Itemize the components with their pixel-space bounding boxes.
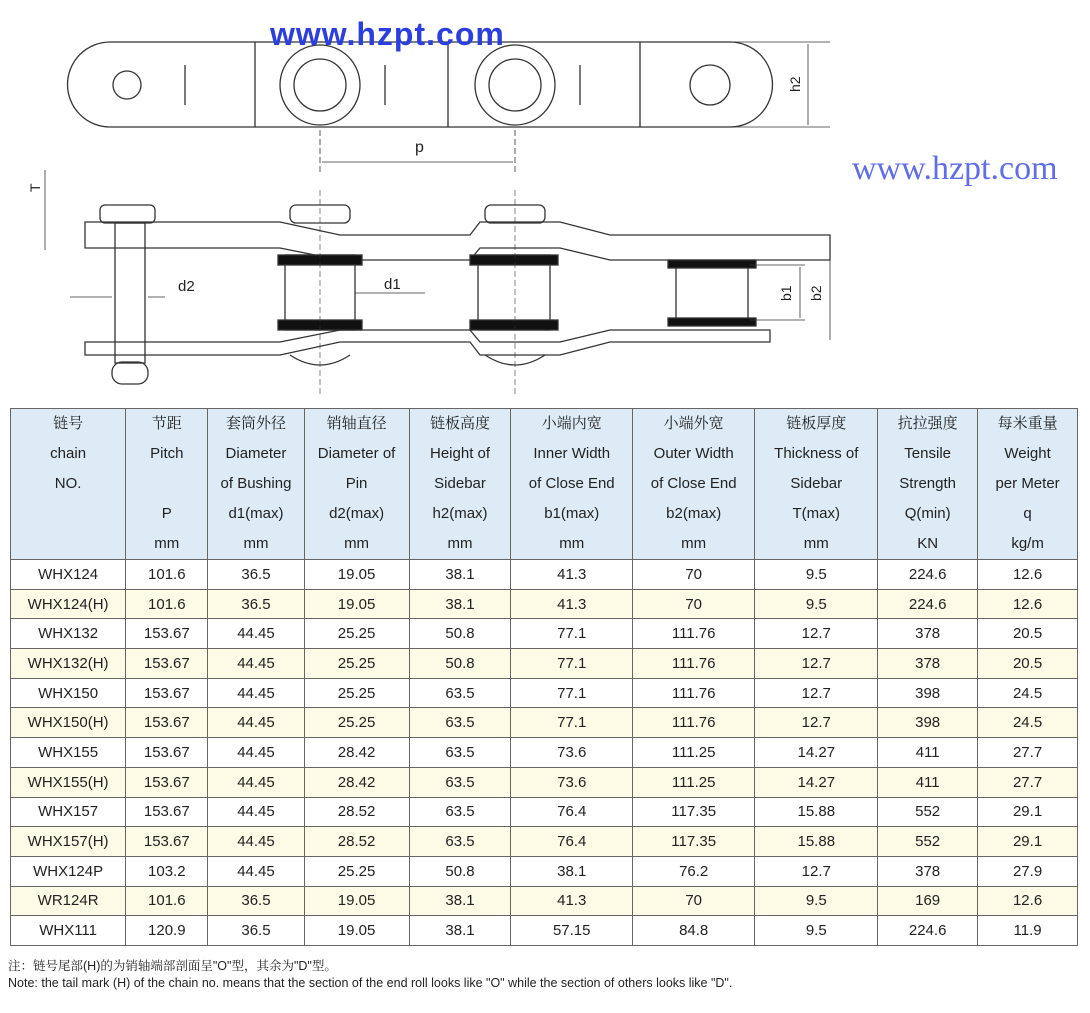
table-cell: 44.45 (208, 678, 304, 708)
header-line: of Bushing (220, 475, 292, 492)
column-header (208, 409, 304, 560)
notes (8, 958, 732, 992)
table-cell: 84.8 (632, 916, 754, 946)
column-header (978, 409, 1078, 560)
table-cell: 14.27 (755, 767, 878, 797)
header-line: mm (447, 535, 473, 552)
table-cell: 103.2 (126, 856, 208, 886)
table-cell: 77.1 (511, 678, 632, 708)
header-line: 节距 (151, 415, 182, 432)
table-cell: 12.7 (755, 678, 878, 708)
table-cell: 12.6 (978, 589, 1078, 619)
header-line: KN (917, 535, 939, 552)
table-row (11, 767, 1078, 797)
table-cell: 41.3 (511, 589, 632, 619)
header-line: Height of (430, 445, 491, 462)
table-cell: WHX157(H) (11, 827, 126, 857)
header-line: Inner Width (533, 445, 611, 462)
table-cell: 76.2 (632, 856, 754, 886)
table-cell: 44.45 (208, 708, 304, 738)
table-cell: 224.6 (878, 589, 978, 619)
table-cell: 25.25 (304, 619, 409, 649)
table-cell: 19.05 (304, 916, 409, 946)
table-cell: 111.76 (632, 678, 754, 708)
table-cell: 19.05 (304, 589, 409, 619)
table-cell: 50.8 (409, 856, 511, 886)
table-cell: WHX150 (11, 678, 126, 708)
table-cell: 12.7 (755, 708, 878, 738)
table-cell: 153.67 (126, 738, 208, 768)
header-line: Pitch (150, 445, 184, 462)
table-row (11, 738, 1078, 768)
chain-diagram (0, 0, 1090, 405)
header-line: Diameter (225, 445, 287, 462)
table-row (11, 886, 1078, 916)
table-cell: 73.6 (511, 738, 632, 768)
table-cell: 63.5 (409, 678, 511, 708)
note-cn: 注：链号尾部(H)的为销轴端部剖面呈"O"型，其余为"D"型。 (8, 959, 337, 973)
table-cell: 38.1 (511, 856, 632, 886)
header-line: Tensile (904, 445, 951, 462)
column-header (511, 409, 632, 560)
table-cell: 111.76 (632, 649, 754, 679)
header-line: mm (243, 535, 269, 552)
header-line: h2(max) (432, 505, 488, 522)
header-line: Sidebar (790, 475, 843, 492)
header-line: mm (681, 535, 707, 552)
table-cell: 552 (878, 797, 978, 827)
header-line: d2(max) (329, 505, 385, 522)
table-cell: 101.6 (126, 560, 208, 590)
table-cell: 19.05 (304, 560, 409, 590)
table-cell: 411 (878, 738, 978, 768)
header-line: 销轴直径 (326, 415, 387, 432)
header-line: Sidebar (434, 475, 486, 492)
table-cell: 9.5 (755, 589, 878, 619)
header-line: Thickness of (774, 445, 859, 462)
table-cell: 153.67 (126, 827, 208, 857)
watermark-middle: www.hzpt.com (852, 150, 1058, 187)
table-cell: 44.45 (208, 797, 304, 827)
header-line: mm (803, 535, 829, 552)
table-cell: 120.9 (126, 916, 208, 946)
table-cell: 77.1 (511, 708, 632, 738)
table-cell: WHX157 (11, 797, 126, 827)
label-h2: h2 (787, 76, 803, 92)
header-line: 每米重量 (997, 415, 1058, 432)
column-header (126, 409, 208, 560)
table-cell: WHX111 (11, 916, 126, 946)
note-en: Note: the tail mark (H) of the chain no. means that the section of the end roll looks like "O" while the section of others looks like "D". (8, 976, 733, 990)
header-line: Pin (345, 475, 368, 492)
table-row (11, 589, 1078, 619)
table-header-row (11, 409, 1078, 560)
header-line: mm (559, 535, 585, 552)
table-cell: 12.6 (978, 886, 1078, 916)
header-line: kg/m (1011, 535, 1044, 552)
header-line: 链号 (53, 415, 84, 432)
chain-spec-table (10, 408, 1078, 946)
table-cell: 20.5 (978, 619, 1078, 649)
table-row (11, 678, 1078, 708)
table-cell: 12.7 (755, 619, 878, 649)
header-line: Strength (899, 475, 956, 492)
table-cell: 398 (878, 678, 978, 708)
table-cell: 169 (878, 886, 978, 916)
header-line: of Close End (650, 475, 737, 492)
table-row (11, 797, 1078, 827)
table-cell: 378 (878, 649, 978, 679)
table-cell: 15.88 (755, 827, 878, 857)
table-cell: 63.5 (409, 797, 511, 827)
table-cell: 44.45 (208, 767, 304, 797)
table-cell: 25.25 (304, 856, 409, 886)
table-cell: 50.8 (409, 649, 511, 679)
table-cell: 111.76 (632, 708, 754, 738)
header-line: q (1023, 505, 1032, 522)
table-cell: 70 (632, 589, 754, 619)
table-cell: WHX155(H) (11, 767, 126, 797)
table-cell: 111.76 (632, 619, 754, 649)
table-cell: 63.5 (409, 738, 511, 768)
table-cell: 63.5 (409, 827, 511, 857)
label-d2: d2 (178, 278, 195, 295)
table-cell: 44.45 (208, 619, 304, 649)
label-b1: b1 (778, 285, 794, 301)
table-cell: 153.67 (126, 678, 208, 708)
label-T: T (27, 183, 43, 192)
header-line (11, 499, 125, 529)
table-cell: 27.7 (978, 738, 1078, 768)
header-line: b2(max) (666, 505, 722, 522)
table-cell: 76.4 (511, 797, 632, 827)
header-line: NO. (54, 475, 82, 492)
table-cell: 224.6 (878, 916, 978, 946)
table-cell: 28.42 (304, 738, 409, 768)
table-cell: 101.6 (126, 589, 208, 619)
table-row (11, 827, 1078, 857)
table-cell: 117.35 (632, 797, 754, 827)
table-row (11, 649, 1078, 679)
header-line: per Meter (995, 475, 1060, 492)
table-cell: 12.7 (755, 856, 878, 886)
header-line: 链板厚度 (786, 415, 847, 432)
column-header (11, 409, 126, 560)
table-cell: 36.5 (208, 886, 304, 916)
header-line: P (161, 505, 172, 522)
table-cell: 111.25 (632, 738, 754, 768)
table-cell: 50.8 (409, 619, 511, 649)
header-line: 抗拉强度 (897, 415, 958, 432)
table-cell: 12.7 (755, 649, 878, 679)
table-row (11, 856, 1078, 886)
table-cell: 25.25 (304, 708, 409, 738)
table-cell: 41.3 (511, 560, 632, 590)
table-cell: 19.05 (304, 886, 409, 916)
table-cell: 28.42 (304, 767, 409, 797)
table-cell: 44.45 (208, 738, 304, 768)
table-cell: 29.1 (978, 797, 1078, 827)
table-cell: 38.1 (409, 560, 511, 590)
table-cell: WHX132(H) (11, 649, 126, 679)
table-cell: 44.45 (208, 827, 304, 857)
header-line: Weight (1004, 445, 1051, 462)
table-cell: 153.67 (126, 708, 208, 738)
column-header (632, 409, 754, 560)
header-line: mm (344, 535, 370, 552)
table-cell: 411 (878, 767, 978, 797)
label-d1: d1 (384, 276, 401, 293)
table-row (11, 916, 1078, 946)
side-view (27, 170, 830, 395)
table-cell: 63.5 (409, 708, 511, 738)
table-cell: 38.1 (409, 886, 511, 916)
table-cell: 111.25 (632, 767, 754, 797)
header-line: of Close End (528, 475, 615, 492)
table-cell: 9.5 (755, 916, 878, 946)
header-line: Outer Width (653, 445, 734, 462)
watermark-top: www.hzpt.com (270, 16, 505, 52)
table-cell: 101.6 (126, 886, 208, 916)
table-cell: 398 (878, 708, 978, 738)
table-cell: 76.4 (511, 827, 632, 857)
table-cell: 70 (632, 886, 754, 916)
header-line: 小端内宽 (541, 415, 602, 432)
header-line: Diameter of (317, 445, 396, 462)
table-cell: 117.35 (632, 827, 754, 857)
column-header (304, 409, 409, 560)
table-cell: 153.67 (126, 619, 208, 649)
table-cell: WHX124 (11, 560, 126, 590)
header-line: T(max) (792, 505, 841, 522)
column-header (878, 409, 978, 560)
header-line: chain (50, 445, 87, 462)
header-line: 链板高度 (430, 415, 491, 432)
header-line: mm (154, 535, 180, 552)
table-cell: 14.27 (755, 738, 878, 768)
table-cell: WHX155 (11, 738, 126, 768)
table-cell: 41.3 (511, 886, 632, 916)
table-cell: WR124R (11, 886, 126, 916)
header-line: d1(max) (228, 505, 284, 522)
table-cell: 25.25 (304, 649, 409, 679)
column-header (755, 409, 878, 560)
table-cell: 24.5 (978, 708, 1078, 738)
table-cell: 70 (632, 560, 754, 590)
table-cell: 38.1 (409, 916, 511, 946)
table-cell: 63.5 (409, 767, 511, 797)
table-cell: 57.15 (511, 916, 632, 946)
header-line: 套筒外径 (225, 415, 286, 432)
table-cell: 20.5 (978, 649, 1078, 679)
table-cell: 38.1 (409, 589, 511, 619)
column-header (409, 409, 511, 560)
label-b2: b2 (808, 285, 824, 301)
table-cell: 224.6 (878, 560, 978, 590)
table-cell: 44.45 (208, 856, 304, 886)
table-cell: 24.5 (978, 678, 1078, 708)
table-row (11, 708, 1078, 738)
table-cell: 25.25 (304, 678, 409, 708)
table-cell: 44.45 (208, 649, 304, 679)
table-cell: 28.52 (304, 797, 409, 827)
table-cell: 378 (878, 619, 978, 649)
table-row (11, 560, 1078, 590)
table-cell: WHX124P (11, 856, 126, 886)
table-cell: 153.67 (126, 797, 208, 827)
top-view (68, 42, 830, 172)
header-line: Q(min) (904, 505, 951, 522)
table-cell: 15.88 (755, 797, 878, 827)
table-cell: 153.67 (126, 767, 208, 797)
table-cell: WHX132 (11, 619, 126, 649)
table-cell: 11.9 (978, 916, 1078, 946)
label-p: p (415, 139, 424, 156)
table-cell: 28.52 (304, 827, 409, 857)
table-cell: 27.9 (978, 856, 1078, 886)
header-line: b1(max) (544, 505, 600, 522)
table-cell: 378 (878, 856, 978, 886)
table-cell: 77.1 (511, 619, 632, 649)
table-cell: WHX124(H) (11, 589, 126, 619)
table-cell: 36.5 (208, 560, 304, 590)
table-row (11, 619, 1078, 649)
table-cell: 153.67 (126, 649, 208, 679)
table-cell: 552 (878, 827, 978, 857)
table-cell: 9.5 (755, 560, 878, 590)
table-cell: 36.5 (208, 589, 304, 619)
table-cell: 27.7 (978, 767, 1078, 797)
table-cell: 29.1 (978, 827, 1078, 857)
header-line: 小端外宽 (663, 415, 724, 432)
header-line (126, 469, 207, 499)
table-cell: 9.5 (755, 886, 878, 916)
header-line (11, 529, 125, 559)
table-cell: 77.1 (511, 649, 632, 679)
table-cell: WHX150(H) (11, 708, 126, 738)
table-cell: 12.6 (978, 560, 1078, 590)
table-cell: 36.5 (208, 916, 304, 946)
table-cell: 73.6 (511, 767, 632, 797)
